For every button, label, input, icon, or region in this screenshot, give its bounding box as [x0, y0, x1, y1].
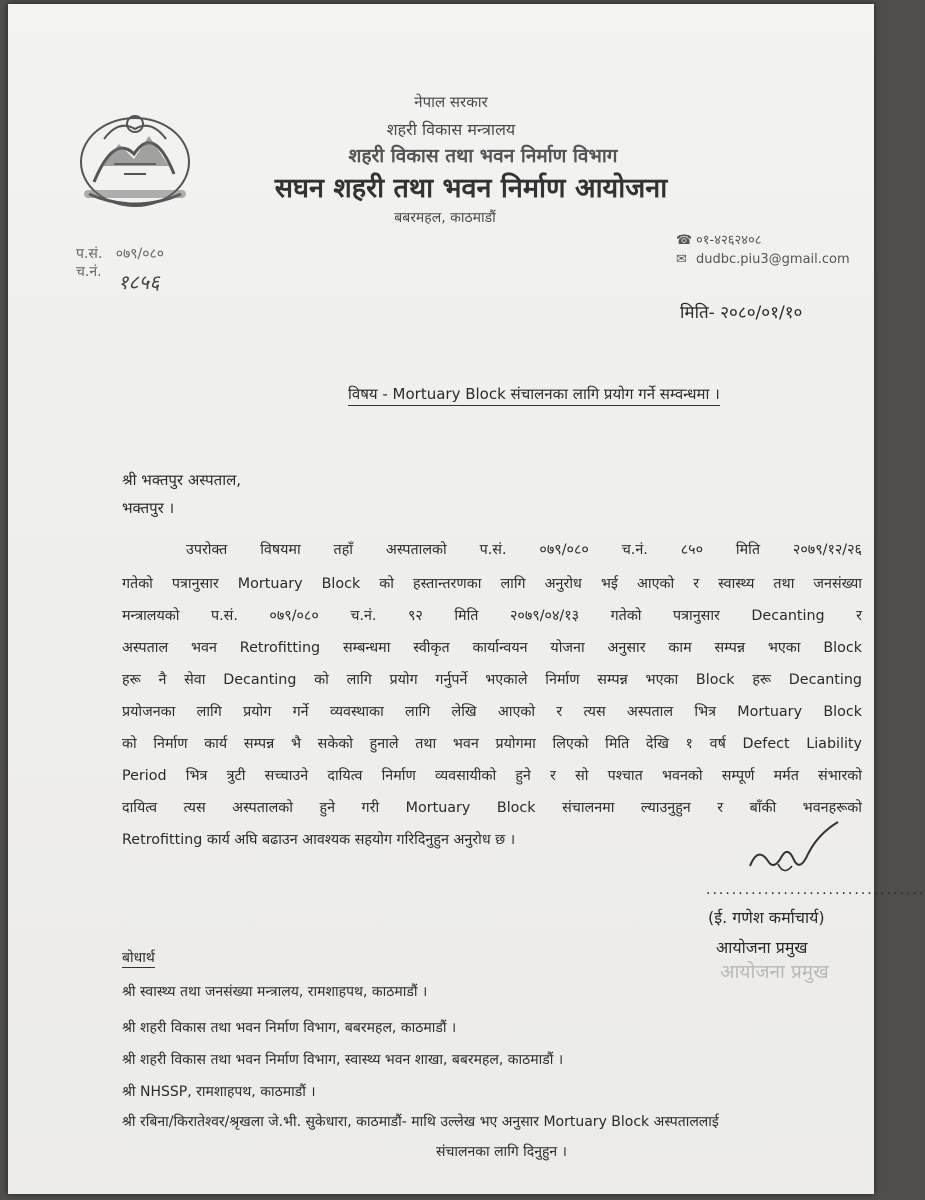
letter-date: मिति- २०८०/०१/१०: [680, 303, 803, 323]
phone-contact: [676, 230, 762, 248]
letter-subject: विषय - Mortuary Block संचालनका लागि प्रयोग गर्ने सम्वन्धमा ।: [348, 384, 720, 406]
cc-line: श्री शहरी विकास तथा भवन निर्माण विभाग, बबरमहल, काठमाडौं ।: [122, 1020, 457, 1036]
cc-line: श्री स्वास्थ्य तथा जनसंख्या मन्त्रालय, रामशाहपथ, काठमाडौं ।: [122, 984, 428, 1000]
letterhead-line-1: नेपाल सरकार: [414, 93, 488, 111]
body-line: Retrofitting कार्य अघि बढाउन आवश्यक सहयोग गरिदिनुहुन अनुरोध छ ।: [122, 832, 516, 848]
signatory-title: आयोजना प्रमुख: [716, 938, 808, 957]
cc-line: श्री रबिना/किरातेश्वर/श्रृखला जे.भी. सुकेधारा, काठमाडौं- माथि उल्लेख भए अनुसार Mortuary Block अस्पताललाई: [122, 1114, 719, 1130]
letterhead-line-3: शहरी विकास तथा भवन निर्माण विभाग: [348, 145, 618, 167]
phone-icon: ☎: [676, 233, 693, 248]
cc-line: श्री NHSSP, रामशाहपथ, काठमाडौं ।: [122, 1084, 316, 1100]
body-line: को निर्माण कार्य सम्पन्न भै सकेको हुनाले तथा भवन प्रयोगमा लिएको मिति देखि १ वर्ष Defect Liability: [122, 736, 862, 752]
ref-ps: [76, 244, 164, 263]
recipient-place: भक्तपुर ।: [122, 499, 175, 517]
body-line: प्रयोजनका लागि प्रयोग गर्ने व्यवस्थाका लागि लेखि आएको र त्यस अस्पताल भित्र Mortuary Block: [122, 704, 862, 720]
body-line: अस्पताल भवन Retrofitting सम्बन्धमा स्वीकृत कार्यान्वयन योजना अनुसार काम सम्पन्न भएका Block: [122, 640, 862, 656]
recipient-name: श्री भक्तपुर अस्पताल,: [122, 471, 242, 489]
letter-page: [8, 4, 925, 1194]
letterhead-address: बबरमहल, काठमाडौं: [394, 210, 496, 226]
email-contact: [676, 252, 850, 267]
phone-number: ०१-४२६२४०८: [696, 233, 762, 248]
ref-cn-value: १८५६: [118, 270, 160, 294]
body-line: गतेको पत्रानुसार Mortuary Block को हस्तान्तरणका लागि अनुरोध भई आएको र स्वास्थ्य तथा जनसंख्या: [122, 576, 862, 592]
signature-mark: [738, 816, 848, 886]
email-address: dudbc.piu3@gmail.com: [696, 252, 850, 267]
ref-cn-label: च.नं.: [76, 264, 102, 280]
cc-line: संचालनका लागि दिनुहुन ।: [436, 1144, 567, 1160]
mail-icon: ✉: [676, 252, 687, 267]
body-line: मन्त्रालयको प.सं. ०७९/०८० च.नं. ९२ मिति २०७९/०४/१३ गतेको पत्रानुसार Decanting र: [122, 608, 862, 624]
signatory-name: (ई. गणेश कर्माचार्य): [708, 908, 825, 927]
bodharth-label: बोधार्थ: [122, 950, 155, 966]
ref-ps-value: ०७९/०८०: [115, 246, 165, 262]
body-line: हरू नै सेवा Decanting को लागि प्रयोग गर्नुपर्ने भएकाले निर्माण सम्पन्न भएका Block हरू Decanting: [122, 672, 862, 688]
ref-cn: [76, 262, 102, 281]
ref-ps-label: प.सं.: [76, 246, 103, 262]
body-line: दायित्व त्यस अस्पतालको हुने गरी Mortuary Block संचालनमा ल्याउनुहुन र बाँकी भवनहरूको: [122, 800, 862, 816]
title-stamp: आयोजना प्रमुख: [720, 961, 829, 983]
letterhead-title: सघन शहरी तथा भवन निर्माण आयोजना: [274, 173, 668, 204]
cc-line: श्री शहरी विकास तथा भवन निर्माण विभाग, स्वास्थ्य भवन शाखा, बबरमहल, काठमाडौं ।: [122, 1052, 564, 1068]
letterhead-line-2: शहरी विकास मन्त्रालय: [386, 120, 516, 139]
body-line: उपरोक्त विषयमा तहाँ अस्पतालको प.सं. ०७९/०८० च.नं. ८५० मिति २०७९/१२/२६: [186, 542, 862, 558]
signature-dots: ..................................: [706, 882, 925, 898]
body-line: Period भित्र त्रुटी सच्चाउने दायित्व निर्माण व्यवसायीको हुने र सो पश्चात भवनको सम्पूर्ण मर्मत संभारको: [122, 768, 862, 784]
